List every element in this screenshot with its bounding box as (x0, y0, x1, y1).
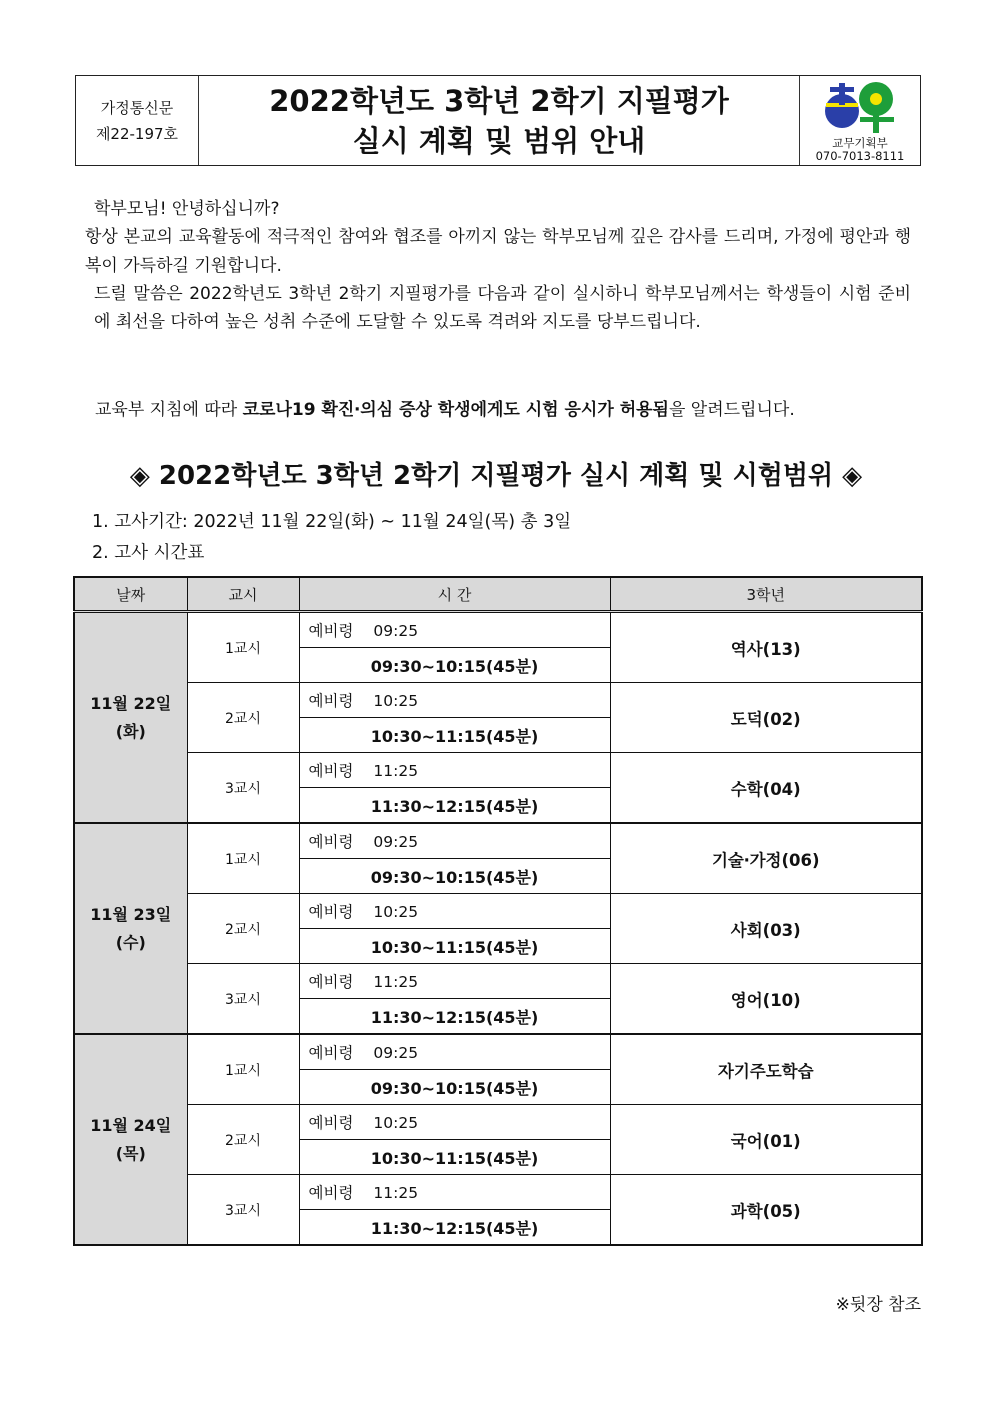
header-period: 교시 (187, 577, 299, 612)
prep-label: 예비령 (308, 762, 354, 780)
table-row (74, 823, 922, 859)
prep-cell (299, 1175, 610, 1210)
section-title: ◈ 2022학년도 3학년 2학기 지필평가 실시 계획 및 시험범위 ◈ (129, 461, 863, 491)
prep-cell (299, 1105, 610, 1140)
period-cell: 3교시 (187, 964, 299, 1035)
covid-notice (95, 395, 795, 420)
period-cell: 2교시 (187, 683, 299, 753)
letter-body (85, 195, 911, 336)
header-date: 날짜 (74, 577, 187, 612)
notice-type: 가정통신문 (100, 98, 174, 117)
prep-label: 예비령 (308, 973, 354, 991)
prep-cell (299, 753, 610, 788)
exam-time-cell: 10:30~11:15(45분) (299, 929, 610, 964)
header-grade3: 3학년 (610, 577, 922, 612)
exam-period: 1. 고사기간: 2022년 11월 22일(화) ~ 11월 24일(목) 총 3일 (92, 512, 572, 532)
period-cell: 1교시 (187, 1034, 299, 1105)
dept-phone: 070-7013-8111 (815, 149, 905, 163)
prep-time: 10:25 (373, 1114, 419, 1132)
letter-paragraph-1: 항상 본교의 교육활동에 적극적인 참여와 협조를 아끼지 않는 학부모님께 깊은 감사를 드리며, 가정에 평안과 행복이 가득하길 기원합니다. (85, 227, 911, 276)
subject-cell: 기술‧가정(06) (610, 823, 922, 894)
prep-time: 09:25 (373, 1044, 419, 1062)
prep-label: 예비령 (308, 1184, 354, 1202)
exam-time-cell: 11:30~12:15(45분) (299, 1210, 610, 1246)
table-row (74, 1105, 922, 1140)
prep-time: 09:25 (373, 833, 419, 851)
date-text: 11월 23일 (90, 904, 172, 924)
covid-bold: 코로나19 확진‧의심 증상 학생에게도 시험 응시가 허용됨 (242, 400, 669, 420)
timetable-label: 2. 고사 시간표 (92, 543, 205, 563)
date-text: 11월 24일 (90, 1115, 172, 1135)
table-row (74, 1175, 922, 1210)
letter-paragraph-2: 드릴 말씀은 2022학년도 3학년 2학기 지필평가를 다음과 같이 실시하니 학부모님께서는 학생들이 시험 준비에 최선을 다하여 높은 성취 수준에 도달할 수 있도록 격려와 지도를 당부드립니다. (94, 283, 911, 333)
prep-label: 예비령 (308, 903, 354, 921)
prep-cell (299, 823, 610, 859)
exam-time-cell: 11:30~12:15(45분) (299, 788, 610, 824)
prep-time: 10:25 (373, 692, 419, 710)
notice-header (75, 75, 921, 166)
exam-timetable (73, 576, 923, 1246)
subject-cell: 역사(13) (610, 612, 922, 683)
prep-label: 예비령 (308, 692, 354, 710)
prep-label: 예비령 (308, 1044, 354, 1062)
exam-time-cell: 11:30~12:15(45분) (299, 999, 610, 1035)
prep-time: 10:25 (373, 903, 419, 921)
prep-cell (299, 683, 610, 718)
prep-cell (299, 612, 610, 648)
date-cell (74, 823, 187, 1034)
prep-cell (299, 894, 610, 929)
subject-cell: 도덕(02) (610, 683, 922, 753)
title-line-2: 실시 계획 및 범위 안내 (352, 123, 646, 158)
exam-time-cell: 10:30~11:15(45분) (299, 1140, 610, 1175)
table-row (74, 894, 922, 929)
subject-cell: 국어(01) (610, 1105, 922, 1175)
prep-time: 11:25 (373, 762, 419, 780)
exam-time-cell: 09:30~10:15(45분) (299, 859, 610, 894)
notice-info (76, 76, 199, 165)
dept-info (799, 76, 920, 165)
school-logo-icon (820, 77, 900, 135)
prep-cell (299, 1034, 610, 1070)
footnote: ※뒷장 참조 (835, 1295, 921, 1315)
exam-time-cell: 10:30~11:15(45분) (299, 718, 610, 753)
title-line-1: 2022학년도 3학년 2학기 지필평가 (269, 83, 729, 118)
date-cell (74, 1034, 187, 1245)
period-cell: 2교시 (187, 894, 299, 964)
exam-time-cell: 09:30~10:15(45분) (299, 648, 610, 683)
table-body (74, 612, 922, 1246)
prep-time: 09:25 (373, 622, 419, 640)
period-cell: 2교시 (187, 1105, 299, 1175)
greeting: 학부모님! 안녕하십니까? (94, 199, 280, 219)
exam-time-cell: 09:30~10:15(45분) (299, 1070, 610, 1105)
table-row (74, 683, 922, 718)
prep-time: 11:25 (373, 1184, 419, 1202)
prep-label: 예비령 (308, 622, 354, 640)
weekday-text: (화) (115, 721, 146, 741)
subject-cell: 자기주도학습 (610, 1034, 922, 1105)
notice-number: 제22-197호 (95, 124, 179, 143)
period-cell: 3교시 (187, 753, 299, 824)
header-time: 시 간 (299, 577, 610, 612)
weekday-text: (목) (115, 1143, 146, 1163)
subject-cell: 사회(03) (610, 894, 922, 964)
subject-cell: 수학(04) (610, 753, 922, 824)
period-cell: 1교시 (187, 823, 299, 894)
table-row (74, 753, 922, 788)
prep-label: 예비령 (308, 1114, 354, 1132)
period-cell: 1교시 (187, 612, 299, 683)
prep-label: 예비령 (308, 833, 354, 851)
date-cell (74, 612, 187, 824)
subject-cell: 영어(10) (610, 964, 922, 1035)
subject-cell: 과학(05) (610, 1175, 922, 1246)
prep-cell (299, 964, 610, 999)
table-row (74, 612, 922, 648)
covid-suffix: 을 알려드립니다. (668, 400, 795, 420)
page-title (199, 76, 799, 165)
covid-prefix: 교육부 지침에 따라 (95, 400, 243, 420)
period-cell: 3교시 (187, 1175, 299, 1246)
prep-time: 11:25 (373, 973, 419, 991)
date-text: 11월 22일 (90, 693, 172, 713)
table-row (74, 964, 922, 999)
table-row (74, 1034, 922, 1070)
table-header-row (74, 577, 922, 612)
dept-name: 교무기획부 (832, 136, 888, 150)
weekday-text: (수) (115, 932, 146, 952)
